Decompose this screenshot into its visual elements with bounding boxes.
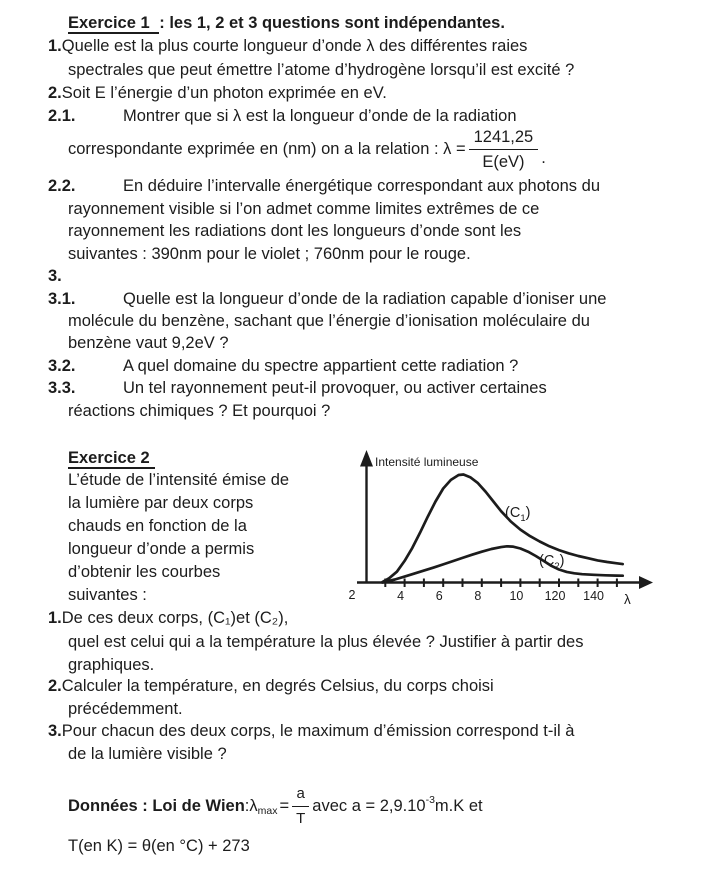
x-axis-origin-label: 2 bbox=[348, 588, 356, 602]
chart-title: Intensité lumineuse bbox=[375, 455, 479, 469]
fraction-denominator: E(eV) bbox=[482, 152, 525, 171]
item-number: 2. bbox=[48, 677, 62, 695]
item-text: Un tel rayonnement peut-il provoquer, ou activer certaines bbox=[123, 379, 547, 397]
item-text: Calculer la température, en degrés Celsius, du corps choisi bbox=[61, 677, 494, 695]
item-text: graphiques. bbox=[68, 656, 155, 674]
question-line bbox=[68, 333, 229, 353]
svg-text:6: 6 bbox=[435, 589, 443, 603]
item-text: molécule du benzène, sachant que l’énergie d’ionisation moléculaire du bbox=[68, 312, 590, 330]
item-text: Quelle est la plus courte longueur d’onde λ des différentes raies bbox=[61, 37, 528, 55]
donnees-sep: : bbox=[244, 797, 250, 815]
intro-text: d’obtenir les courbes bbox=[68, 563, 221, 581]
formula-period: . bbox=[541, 149, 546, 167]
conversion-text: T(en K) = θ(en °C) + 273 bbox=[68, 837, 250, 855]
svg-text:140: 140 bbox=[583, 589, 605, 603]
svg-text:10: 10 bbox=[509, 589, 524, 603]
item-number: 3. bbox=[48, 722, 62, 740]
curve-c2 bbox=[382, 546, 622, 582]
item-text: Quelle est la longueur d’onde de la radiation capable d’ioniser une bbox=[123, 290, 607, 308]
item-text: Pour chacun des deux corps, le maximum d’émission correspond t-il à bbox=[61, 722, 575, 740]
svg-text:8: 8 bbox=[474, 589, 482, 603]
wien-constant-text: avec a = 2,9.10 bbox=[312, 797, 426, 815]
question-line bbox=[48, 356, 518, 376]
lambda-subscript: max bbox=[257, 805, 278, 817]
intro-line bbox=[68, 470, 289, 490]
question-line bbox=[68, 632, 583, 652]
item-number: 2.2. bbox=[48, 177, 76, 195]
intro-line bbox=[68, 493, 253, 513]
item-number: 3.1. bbox=[48, 290, 76, 308]
intro-text: chauds en fonction de la bbox=[68, 517, 247, 535]
question-line bbox=[68, 699, 183, 719]
fraction bbox=[469, 127, 539, 172]
item-text: En déduire l’intervalle énergétique correspondant aux photons du bbox=[123, 177, 600, 195]
curve-c2-label: $(C_2)$ bbox=[539, 553, 565, 572]
exercise1-title: Exercice 1 bbox=[68, 14, 159, 34]
intro-line bbox=[68, 585, 147, 605]
intro-text: L’étude de l’intensité émise de bbox=[68, 471, 290, 489]
question-line bbox=[68, 60, 574, 80]
question-line bbox=[48, 378, 547, 398]
svg-text:120: 120 bbox=[544, 589, 566, 603]
x-axis-arrowhead-icon bbox=[639, 576, 653, 589]
item-text: A quel domaine du spectre appartient cette radiation ? bbox=[123, 357, 519, 375]
question-line bbox=[48, 721, 574, 741]
item-number: 3.3. bbox=[48, 379, 76, 397]
intro-text: la lumière par deux corps bbox=[68, 494, 254, 512]
fraction-denominator: T bbox=[296, 809, 306, 827]
item-number: 1. bbox=[48, 609, 62, 627]
item-text: suivantes : 390nm pour le violet ; 760nm pour le rouge. bbox=[68, 245, 471, 263]
intro-text: longueur d’onde a permis bbox=[68, 540, 255, 558]
item-text: quel est celui qui a la température la plus élevée ? Justifier à partir des bbox=[68, 633, 584, 651]
exponent: -3 bbox=[425, 794, 435, 806]
item-number: 2. bbox=[48, 84, 62, 102]
question-line bbox=[48, 289, 606, 309]
question-line bbox=[48, 266, 62, 286]
relation-formula-line bbox=[68, 126, 546, 172]
item-number: 1. bbox=[48, 37, 62, 55]
question-line bbox=[68, 744, 227, 764]
wien-law-line bbox=[68, 785, 483, 827]
item-text: de la lumière visible ? bbox=[68, 745, 227, 763]
question-line bbox=[48, 106, 517, 126]
question-line bbox=[48, 176, 600, 196]
item-text: Soit E l’énergie d’un photon exprimée en eV. bbox=[61, 84, 387, 102]
item-number: 2.1. bbox=[48, 107, 76, 125]
intro-line bbox=[68, 539, 254, 559]
temperature-conversion-line bbox=[68, 836, 250, 856]
question-line bbox=[48, 608, 288, 628]
question-line bbox=[68, 311, 590, 331]
intensity-chart bbox=[340, 448, 662, 612]
x-axis-tick-labels bbox=[397, 589, 604, 603]
curve-c1-label: $(C_1)$ bbox=[505, 505, 531, 524]
formula-pre-text: correspondante exprimée en (nm) on a la relation : λ = bbox=[68, 140, 466, 158]
equals-sign: = bbox=[279, 797, 290, 815]
item-text: rayonnement les radiations dont les longueurs d’onde sont les bbox=[68, 222, 522, 240]
item-number: 3. bbox=[48, 267, 62, 285]
question-line bbox=[68, 401, 330, 421]
question-line bbox=[68, 199, 539, 219]
x-axis-lambda-label: λ bbox=[624, 592, 631, 607]
question-line bbox=[68, 244, 471, 264]
item-text: rayonnement visible si l’on admet comme limites extrêmes de ce bbox=[68, 200, 540, 218]
exercise2-heading bbox=[68, 448, 155, 468]
item-text: benzène vaut 9,2eV ? bbox=[68, 334, 229, 352]
fraction-numerator: 1241,25 bbox=[469, 127, 539, 150]
item-text: Montrer que si λ est la longueur d’onde de la radiation bbox=[123, 107, 517, 125]
item-text: précédemment. bbox=[68, 700, 183, 718]
intro-line bbox=[68, 562, 220, 582]
exercise2-title: Exercice 2 bbox=[68, 449, 155, 469]
question-line bbox=[68, 655, 154, 675]
question-line bbox=[48, 676, 494, 696]
exercise1-title-rest: : les 1, 2 et 3 questions sont indépendantes. bbox=[159, 14, 505, 32]
wien-constant-unit: m.K et bbox=[434, 797, 483, 815]
donnees-label: Données : Loi de Wien bbox=[68, 797, 245, 815]
exercise1-heading bbox=[68, 13, 505, 33]
question-line bbox=[48, 83, 387, 103]
curve-c1 bbox=[382, 475, 622, 583]
item-number: 3.2. bbox=[48, 357, 76, 375]
intro-text: suivantes : bbox=[68, 586, 147, 604]
fraction bbox=[292, 784, 309, 829]
item-text: spectrales que peut émettre l’atome d’hydrogène lorsqu’il est excité ? bbox=[68, 61, 575, 79]
fraction-numerator: a bbox=[292, 784, 309, 807]
intro-line bbox=[68, 516, 247, 536]
item-text: De ces deux corps, (C₁)et (C₂), bbox=[61, 609, 289, 627]
question-line bbox=[68, 221, 521, 241]
lambda-symbol: λ bbox=[249, 797, 258, 815]
item-text: réactions chimiques ? Et pourquoi ? bbox=[68, 402, 331, 420]
svg-text:4: 4 bbox=[397, 589, 405, 603]
y-axis-arrowhead-icon bbox=[360, 450, 373, 467]
question-line bbox=[48, 36, 527, 56]
